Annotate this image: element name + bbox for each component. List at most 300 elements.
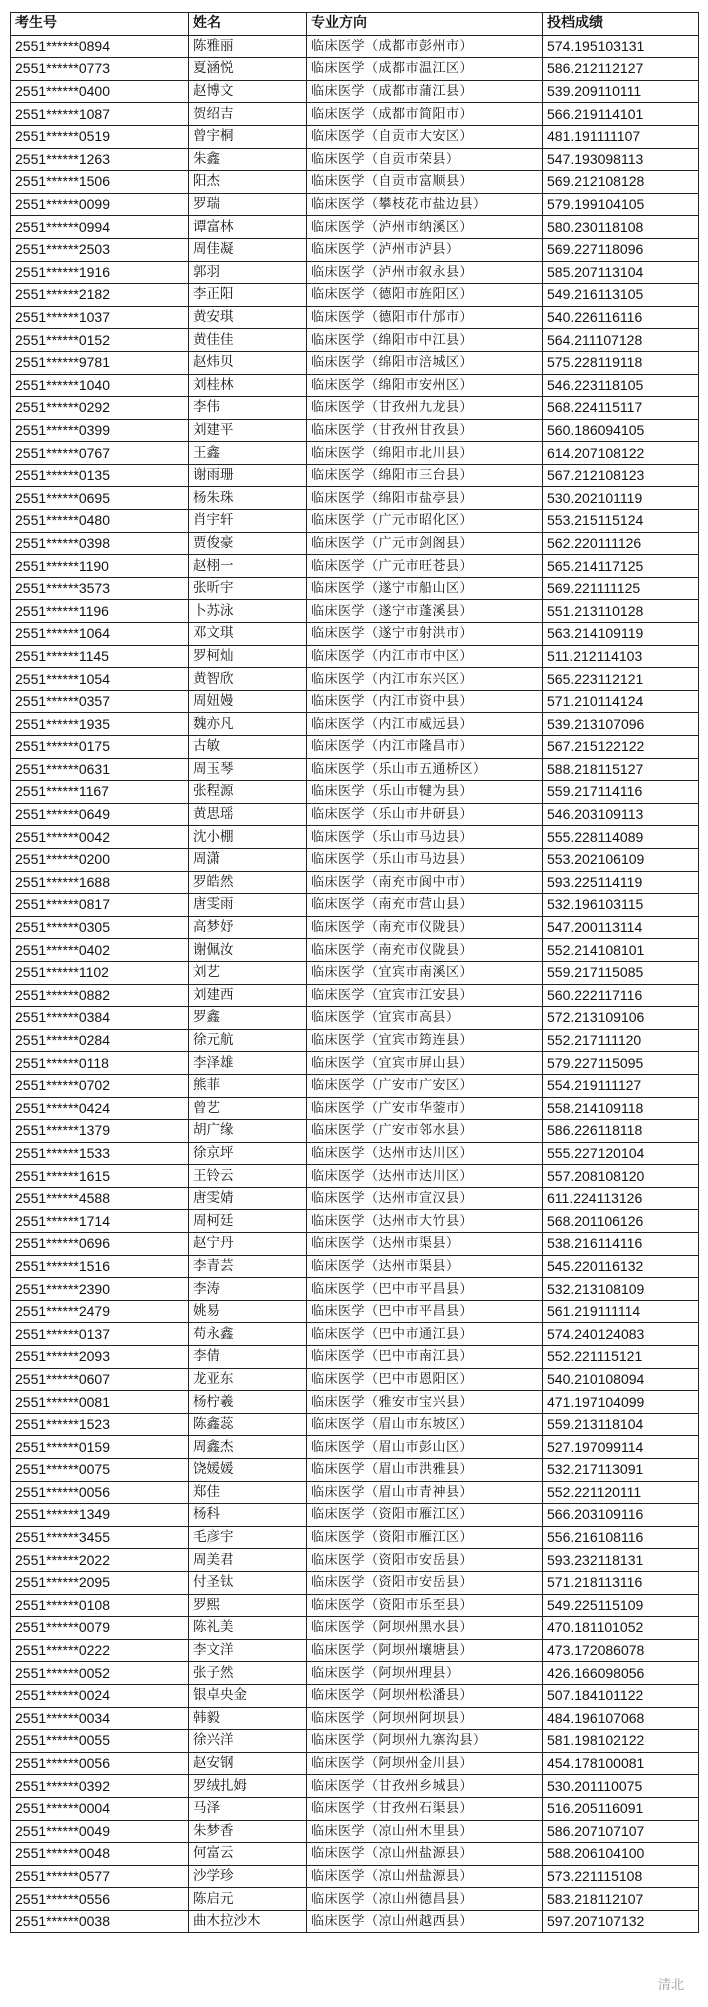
major-cell: 临床医学（阿坝州黑水县） [307,1617,543,1640]
candidate-id-cell: 2551******1102 [11,961,189,984]
table-row [11,171,699,194]
candidate-id-cell: 2551******0152 [11,329,189,352]
score-cell: 574.195103131 [543,35,699,58]
name-cell: 陈雅丽 [189,35,307,58]
table-row [11,125,699,148]
name-cell: 苟永鑫 [189,1323,307,1346]
name-cell: 龙亚东 [189,1368,307,1391]
name-cell: 魏亦凡 [189,713,307,736]
name-cell: 刘建平 [189,419,307,442]
name-cell: 银卓央金 [189,1684,307,1707]
table-row [11,464,699,487]
score-cell: 555.227120104 [543,1142,699,1165]
score-cell: 560.222117116 [543,984,699,1007]
candidate-id-cell: 2551******1533 [11,1142,189,1165]
candidate-id-cell: 2551******0284 [11,1029,189,1052]
candidate-id-cell: 2551******2479 [11,1300,189,1323]
table-row [11,1549,699,1572]
candidate-id-cell: 2551******1263 [11,148,189,171]
candidate-id-cell: 2551******0695 [11,487,189,510]
major-cell: 临床医学（成都市温江区） [307,58,543,81]
table-row [11,623,699,646]
major-cell: 临床医学（乐山市井研县） [307,803,543,826]
candidate-id-cell: 2551******0994 [11,216,189,239]
table-row [11,1097,699,1120]
score-cell: 556.216108116 [543,1526,699,1549]
candidate-id-cell: 2551******0384 [11,1007,189,1030]
name-cell: 朱鑫 [189,148,307,171]
name-cell: 罗鑫 [189,1007,307,1030]
major-cell: 临床医学（甘孜州甘孜县） [307,419,543,442]
table-row [11,329,699,352]
name-cell: 卜苏泳 [189,600,307,623]
table-row [11,397,699,420]
name-cell: 周潇 [189,848,307,871]
candidate-id-cell: 2551******1349 [11,1504,189,1527]
table-row [11,1571,699,1594]
table-row [11,1752,699,1775]
name-cell: 周佳凝 [189,238,307,261]
major-cell: 临床医学（巴中市南江县） [307,1346,543,1369]
table-row [11,1368,699,1391]
score-cell: 585.207113104 [543,261,699,284]
major-cell: 临床医学（南充市阆中市） [307,871,543,894]
score-cell: 575.228119118 [543,351,699,374]
table-row [11,284,699,307]
score-cell: 540.226116116 [543,306,699,329]
name-cell: 郑佳 [189,1481,307,1504]
name-cell: 赵栩一 [189,555,307,578]
name-cell: 杨科 [189,1504,307,1527]
score-cell: 561.219111114 [543,1300,699,1323]
score-cell: 567.215122122 [543,736,699,759]
major-cell: 临床医学（泸州市泸县） [307,238,543,261]
table-row [11,1459,699,1482]
candidate-id-cell: 2551******0607 [11,1368,189,1391]
score-cell: 569.221111125 [543,577,699,600]
candidate-id-cell: 2551******0424 [11,1097,189,1120]
table-row [11,1910,699,1933]
candidate-id-cell: 2551******0400 [11,80,189,103]
major-cell: 临床医学（自贡市富顺县） [307,171,543,194]
major-cell: 临床医学（凉山州德昌县） [307,1888,543,1911]
candidate-id-cell: 2551******1145 [11,645,189,668]
major-cell: 临床医学（阿坝州松潘县） [307,1684,543,1707]
candidate-id-cell: 2551******2022 [11,1549,189,1572]
score-cell: 593.225114119 [543,871,699,894]
candidate-id-cell: 2551******1379 [11,1120,189,1143]
score-cell: 557.208108120 [543,1165,699,1188]
name-cell: 何富云 [189,1843,307,1866]
score-cell: 470.181101052 [543,1617,699,1640]
major-cell: 临床医学（达州市达川区） [307,1165,543,1188]
name-cell: 徐兴洋 [189,1730,307,1753]
score-cell: 565.223112121 [543,668,699,691]
major-cell: 临床医学（凉山州盐源县） [307,1865,543,1888]
score-cell: 583.218112107 [543,1888,699,1911]
score-cell: 554.219111127 [543,1074,699,1097]
candidate-id-cell: 2551******0056 [11,1752,189,1775]
table-row [11,1775,699,1798]
name-cell: 杨朱珠 [189,487,307,510]
table-row [11,1730,699,1753]
score-cell: 553.202106109 [543,848,699,871]
name-cell: 肖宇轩 [189,510,307,533]
candidate-id-cell: 2551******1615 [11,1165,189,1188]
table-row [11,781,699,804]
major-cell: 临床医学（绵阳市北川县） [307,442,543,465]
candidate-id-cell: 2551******1064 [11,623,189,646]
candidate-id-cell: 2551******0292 [11,397,189,420]
score-cell: 516.205116091 [543,1797,699,1820]
candidate-id-cell: 2551******0357 [11,690,189,713]
table-row [11,1346,699,1369]
score-cell: 597.207107132 [543,1910,699,1933]
major-cell: 临床医学（达州市宣汉县） [307,1187,543,1210]
major-cell: 临床医学（南充市仪陇县） [307,916,543,939]
name-cell: 李正阳 [189,284,307,307]
score-cell: 579.199104105 [543,193,699,216]
header-score: 投档成绩 [543,13,699,36]
score-cell: 547.193098113 [543,148,699,171]
candidate-id-cell: 2551******2093 [11,1346,189,1369]
table-row [11,1029,699,1052]
candidate-id-cell: 2551******0882 [11,984,189,1007]
candidate-id-cell: 2551******0631 [11,758,189,781]
name-cell: 刘建西 [189,984,307,1007]
name-cell: 唐雯雨 [189,894,307,917]
major-cell: 临床医学（资阳市安岳县） [307,1549,543,1572]
name-cell: 曲木拉沙木 [189,1910,307,1933]
candidate-id-cell: 2551******4588 [11,1187,189,1210]
major-cell: 临床医学（甘孜州九龙县） [307,397,543,420]
major-cell: 临床医学（资阳市雁江区） [307,1526,543,1549]
candidate-id-cell: 2551******0056 [11,1481,189,1504]
major-cell: 临床医学（内江市威远县） [307,713,543,736]
score-cell: 527.197099114 [543,1436,699,1459]
table-row [11,1233,699,1256]
major-cell: 临床医学（绵阳市中江县） [307,329,543,352]
major-cell: 临床医学（绵阳市三台县） [307,464,543,487]
score-cell: 586.226118118 [543,1120,699,1143]
major-cell: 临床医学（乐山市马边县） [307,848,543,871]
name-cell: 周柯廷 [189,1210,307,1233]
score-cell: 552.221115121 [543,1346,699,1369]
major-cell: 临床医学（巴中市平昌县） [307,1278,543,1301]
score-cell: 546.203109113 [543,803,699,826]
score-cell: 569.227118096 [543,238,699,261]
major-cell: 临床医学（德阳市旌阳区） [307,284,543,307]
candidate-id-cell: 2551******0767 [11,442,189,465]
score-cell: 565.214117125 [543,555,699,578]
candidate-id-cell: 2551******2182 [11,284,189,307]
score-cell: 549.225115109 [543,1594,699,1617]
major-cell: 临床医学（宜宾市高县） [307,1007,543,1030]
candidate-id-cell: 2551******2390 [11,1278,189,1301]
name-cell: 罗柯灿 [189,645,307,668]
score-cell: 547.200113114 [543,916,699,939]
candidate-id-cell: 2551******0118 [11,1052,189,1075]
candidate-id-cell: 2551******9781 [11,351,189,374]
major-cell: 临床医学（凉山州盐源县） [307,1843,543,1866]
major-cell: 临床医学（乐山市五通桥区） [307,758,543,781]
score-cell: 580.230118108 [543,216,699,239]
table-row [11,148,699,171]
table-row [11,600,699,623]
name-cell: 徐元航 [189,1029,307,1052]
name-cell: 曾宇桐 [189,125,307,148]
candidate-id-cell: 2551******0305 [11,916,189,939]
name-cell: 朱梦香 [189,1820,307,1843]
candidate-id-cell: 2551******0081 [11,1391,189,1414]
name-cell: 李青芸 [189,1255,307,1278]
name-cell: 赵博文 [189,80,307,103]
score-cell: 549.216113105 [543,284,699,307]
score-cell: 546.223118105 [543,374,699,397]
score-cell: 538.216114116 [543,1233,699,1256]
candidate-id-cell: 2551******0577 [11,1865,189,1888]
name-cell: 张子然 [189,1662,307,1685]
table-row [11,690,699,713]
candidate-id-cell: 2551******1714 [11,1210,189,1233]
score-cell: 572.213109106 [543,1007,699,1030]
table-row [11,1707,699,1730]
name-cell: 李涛 [189,1278,307,1301]
candidate-id-cell: 2551******1037 [11,306,189,329]
candidate-id-cell: 2551******0696 [11,1233,189,1256]
name-cell: 谢佩汝 [189,939,307,962]
table-row [11,1504,699,1527]
name-cell: 罗熙 [189,1594,307,1617]
score-cell: 564.211107128 [543,329,699,352]
name-cell: 罗瑞 [189,193,307,216]
score-cell: 473.172086078 [543,1639,699,1662]
score-cell: 562.220111126 [543,532,699,555]
candidate-id-cell: 2551******0079 [11,1617,189,1640]
name-cell: 周玉琴 [189,758,307,781]
candidate-id-cell: 2551******0402 [11,939,189,962]
major-cell: 临床医学（巴中市恩阳区） [307,1368,543,1391]
score-cell: 552.214108101 [543,939,699,962]
name-cell: 李伟 [189,397,307,420]
score-cell: 558.214109118 [543,1097,699,1120]
major-cell: 临床医学（资阳市雁江区） [307,1504,543,1527]
name-cell: 李泽雄 [189,1052,307,1075]
candidate-id-cell: 2551******2503 [11,238,189,261]
score-cell: 511.212114103 [543,645,699,668]
candidate-id-cell: 2551******0024 [11,1684,189,1707]
table-row [11,645,699,668]
name-cell: 谭富林 [189,216,307,239]
major-cell: 临床医学（广安市邻水县） [307,1120,543,1143]
table-row [11,216,699,239]
major-cell: 临床医学（遂宁市蓬溪县） [307,600,543,623]
table-row [11,306,699,329]
score-cell: 586.212112127 [543,58,699,81]
table-row [11,894,699,917]
table-row [11,984,699,1007]
major-cell: 临床医学（南充市营山县） [307,894,543,917]
candidate-id-cell: 2551******0055 [11,1730,189,1753]
major-cell: 临床医学（达州市达川区） [307,1142,543,1165]
name-cell: 姚易 [189,1300,307,1323]
header-candidate-id: 考生号 [11,13,189,36]
name-cell: 黄安琪 [189,306,307,329]
score-cell: 569.212108128 [543,171,699,194]
major-cell: 临床医学（眉山市东坡区） [307,1413,543,1436]
name-cell: 陈启元 [189,1888,307,1911]
name-cell: 郭羽 [189,261,307,284]
score-cell: 559.217115085 [543,961,699,984]
header-name: 姓名 [189,13,307,36]
candidate-id-cell: 2551******0175 [11,736,189,759]
table-row [11,1594,699,1617]
major-cell: 临床医学（泸州市纳溪区） [307,216,543,239]
name-cell: 周鑫杰 [189,1436,307,1459]
name-cell: 谢雨珊 [189,464,307,487]
score-cell: 507.184101122 [543,1684,699,1707]
table-row [11,238,699,261]
name-cell: 罗皓然 [189,871,307,894]
header-row [11,13,699,36]
candidate-id-cell: 2551******0108 [11,1594,189,1617]
table-row [11,419,699,442]
major-cell: 临床医学（阿坝州九寨沟县） [307,1730,543,1753]
score-cell: 454.178100081 [543,1752,699,1775]
table-row [11,1300,699,1323]
name-cell: 贾俊豪 [189,532,307,555]
table-row [11,1323,699,1346]
score-cell: 559.213118104 [543,1413,699,1436]
name-cell: 夏涵悦 [189,58,307,81]
name-cell: 沈小棚 [189,826,307,849]
candidate-id-cell: 2551******0399 [11,419,189,442]
candidate-id-cell: 2551******3573 [11,577,189,600]
candidate-id-cell: 2551******0049 [11,1820,189,1843]
candidate-id-cell: 2551******0099 [11,193,189,216]
table-row [11,1278,699,1301]
major-cell: 临床医学（宜宾市屏山县） [307,1052,543,1075]
name-cell: 张程源 [189,781,307,804]
score-cell: 568.201106126 [543,1210,699,1233]
name-cell: 贺绍吉 [189,103,307,126]
major-cell: 临床医学（广安市广安区） [307,1074,543,1097]
major-cell: 临床医学（自贡市荣县） [307,148,543,171]
table-row [11,1888,699,1911]
major-cell: 临床医学（宜宾市南溪区） [307,961,543,984]
major-cell: 临床医学（宜宾市筠连县） [307,1029,543,1052]
table-row [11,1210,699,1233]
score-cell: 581.198102122 [543,1730,699,1753]
name-cell: 刘艺 [189,961,307,984]
name-cell: 马泽 [189,1797,307,1820]
candidate-id-cell: 2551******1506 [11,171,189,194]
score-cell: 611.224113126 [543,1187,699,1210]
name-cell: 唐雯婧 [189,1187,307,1210]
candidate-id-cell: 2551******0137 [11,1323,189,1346]
major-cell: 临床医学（阿坝州理县） [307,1662,543,1685]
major-cell: 临床医学（遂宁市射洪市） [307,623,543,646]
major-cell: 临床医学（广元市旺苍县） [307,555,543,578]
name-cell: 赵宁丹 [189,1233,307,1256]
table-row [11,961,699,984]
table-row [11,1797,699,1820]
candidate-id-cell: 2551******0135 [11,464,189,487]
score-cell: 532.213108109 [543,1278,699,1301]
table-row [11,1255,699,1278]
name-cell: 张昕宇 [189,577,307,600]
name-cell: 黄佳佳 [189,329,307,352]
candidate-id-cell: 2551******1087 [11,103,189,126]
table-row [11,103,699,126]
score-cell: 614.207108122 [543,442,699,465]
name-cell: 王铃云 [189,1165,307,1188]
name-cell: 陈鑫蕊 [189,1413,307,1436]
table-row [11,939,699,962]
major-cell: 临床医学（巴中市平昌县） [307,1300,543,1323]
score-cell: 566.203109116 [543,1504,699,1527]
table-row [11,1052,699,1075]
table-row [11,193,699,216]
major-cell: 临床医学（宜宾市江安县） [307,984,543,1007]
name-cell: 赵安钢 [189,1752,307,1775]
table-row [11,1481,699,1504]
table-body [11,35,699,1933]
table-row [11,1820,699,1843]
score-cell: 563.214109119 [543,623,699,646]
major-cell: 临床医学（甘孜州石渠县） [307,1797,543,1820]
score-cell: 552.217111120 [543,1029,699,1052]
major-cell: 临床医学（攀枝花市盐边县） [307,193,543,216]
table-row [11,1662,699,1685]
table-row [11,1165,699,1188]
candidate-id-cell: 2551******0392 [11,1775,189,1798]
score-cell: 532.196103115 [543,894,699,917]
candidate-id-cell: 2551******0034 [11,1707,189,1730]
table-row [11,374,699,397]
table-row [11,532,699,555]
table-row [11,736,699,759]
table-row [11,1007,699,1030]
name-cell: 毛彦宇 [189,1526,307,1549]
candidate-id-cell: 2551******0159 [11,1436,189,1459]
candidate-id-cell: 2551******0222 [11,1639,189,1662]
table-row [11,668,699,691]
table-row [11,1142,699,1165]
table-row [11,1639,699,1662]
table-row [11,1120,699,1143]
major-cell: 临床医学（阿坝州壤塘县） [307,1639,543,1662]
name-cell: 高梦妤 [189,916,307,939]
major-cell: 临床医学（内江市隆昌市） [307,736,543,759]
score-cell: 566.219114101 [543,103,699,126]
name-cell: 赵炜贝 [189,351,307,374]
major-cell: 临床医学（凉山州木里县） [307,1820,543,1843]
candidate-id-cell: 2551******0052 [11,1662,189,1685]
score-cell: 571.210114124 [543,690,699,713]
name-cell: 胡广缘 [189,1120,307,1143]
table-row [11,758,699,781]
score-cell: 426.166098056 [543,1662,699,1685]
score-cell: 551.213110128 [543,600,699,623]
major-cell: 临床医学（南充市仪陇县） [307,939,543,962]
name-cell: 曾艺 [189,1097,307,1120]
candidate-id-cell: 2551******1688 [11,871,189,894]
score-cell: 545.220116132 [543,1255,699,1278]
major-cell: 临床医学（遂宁市船山区） [307,577,543,600]
major-cell: 临床医学（泸州市叙永县） [307,261,543,284]
major-cell: 临床医学（眉山市洪雅县） [307,1459,543,1482]
